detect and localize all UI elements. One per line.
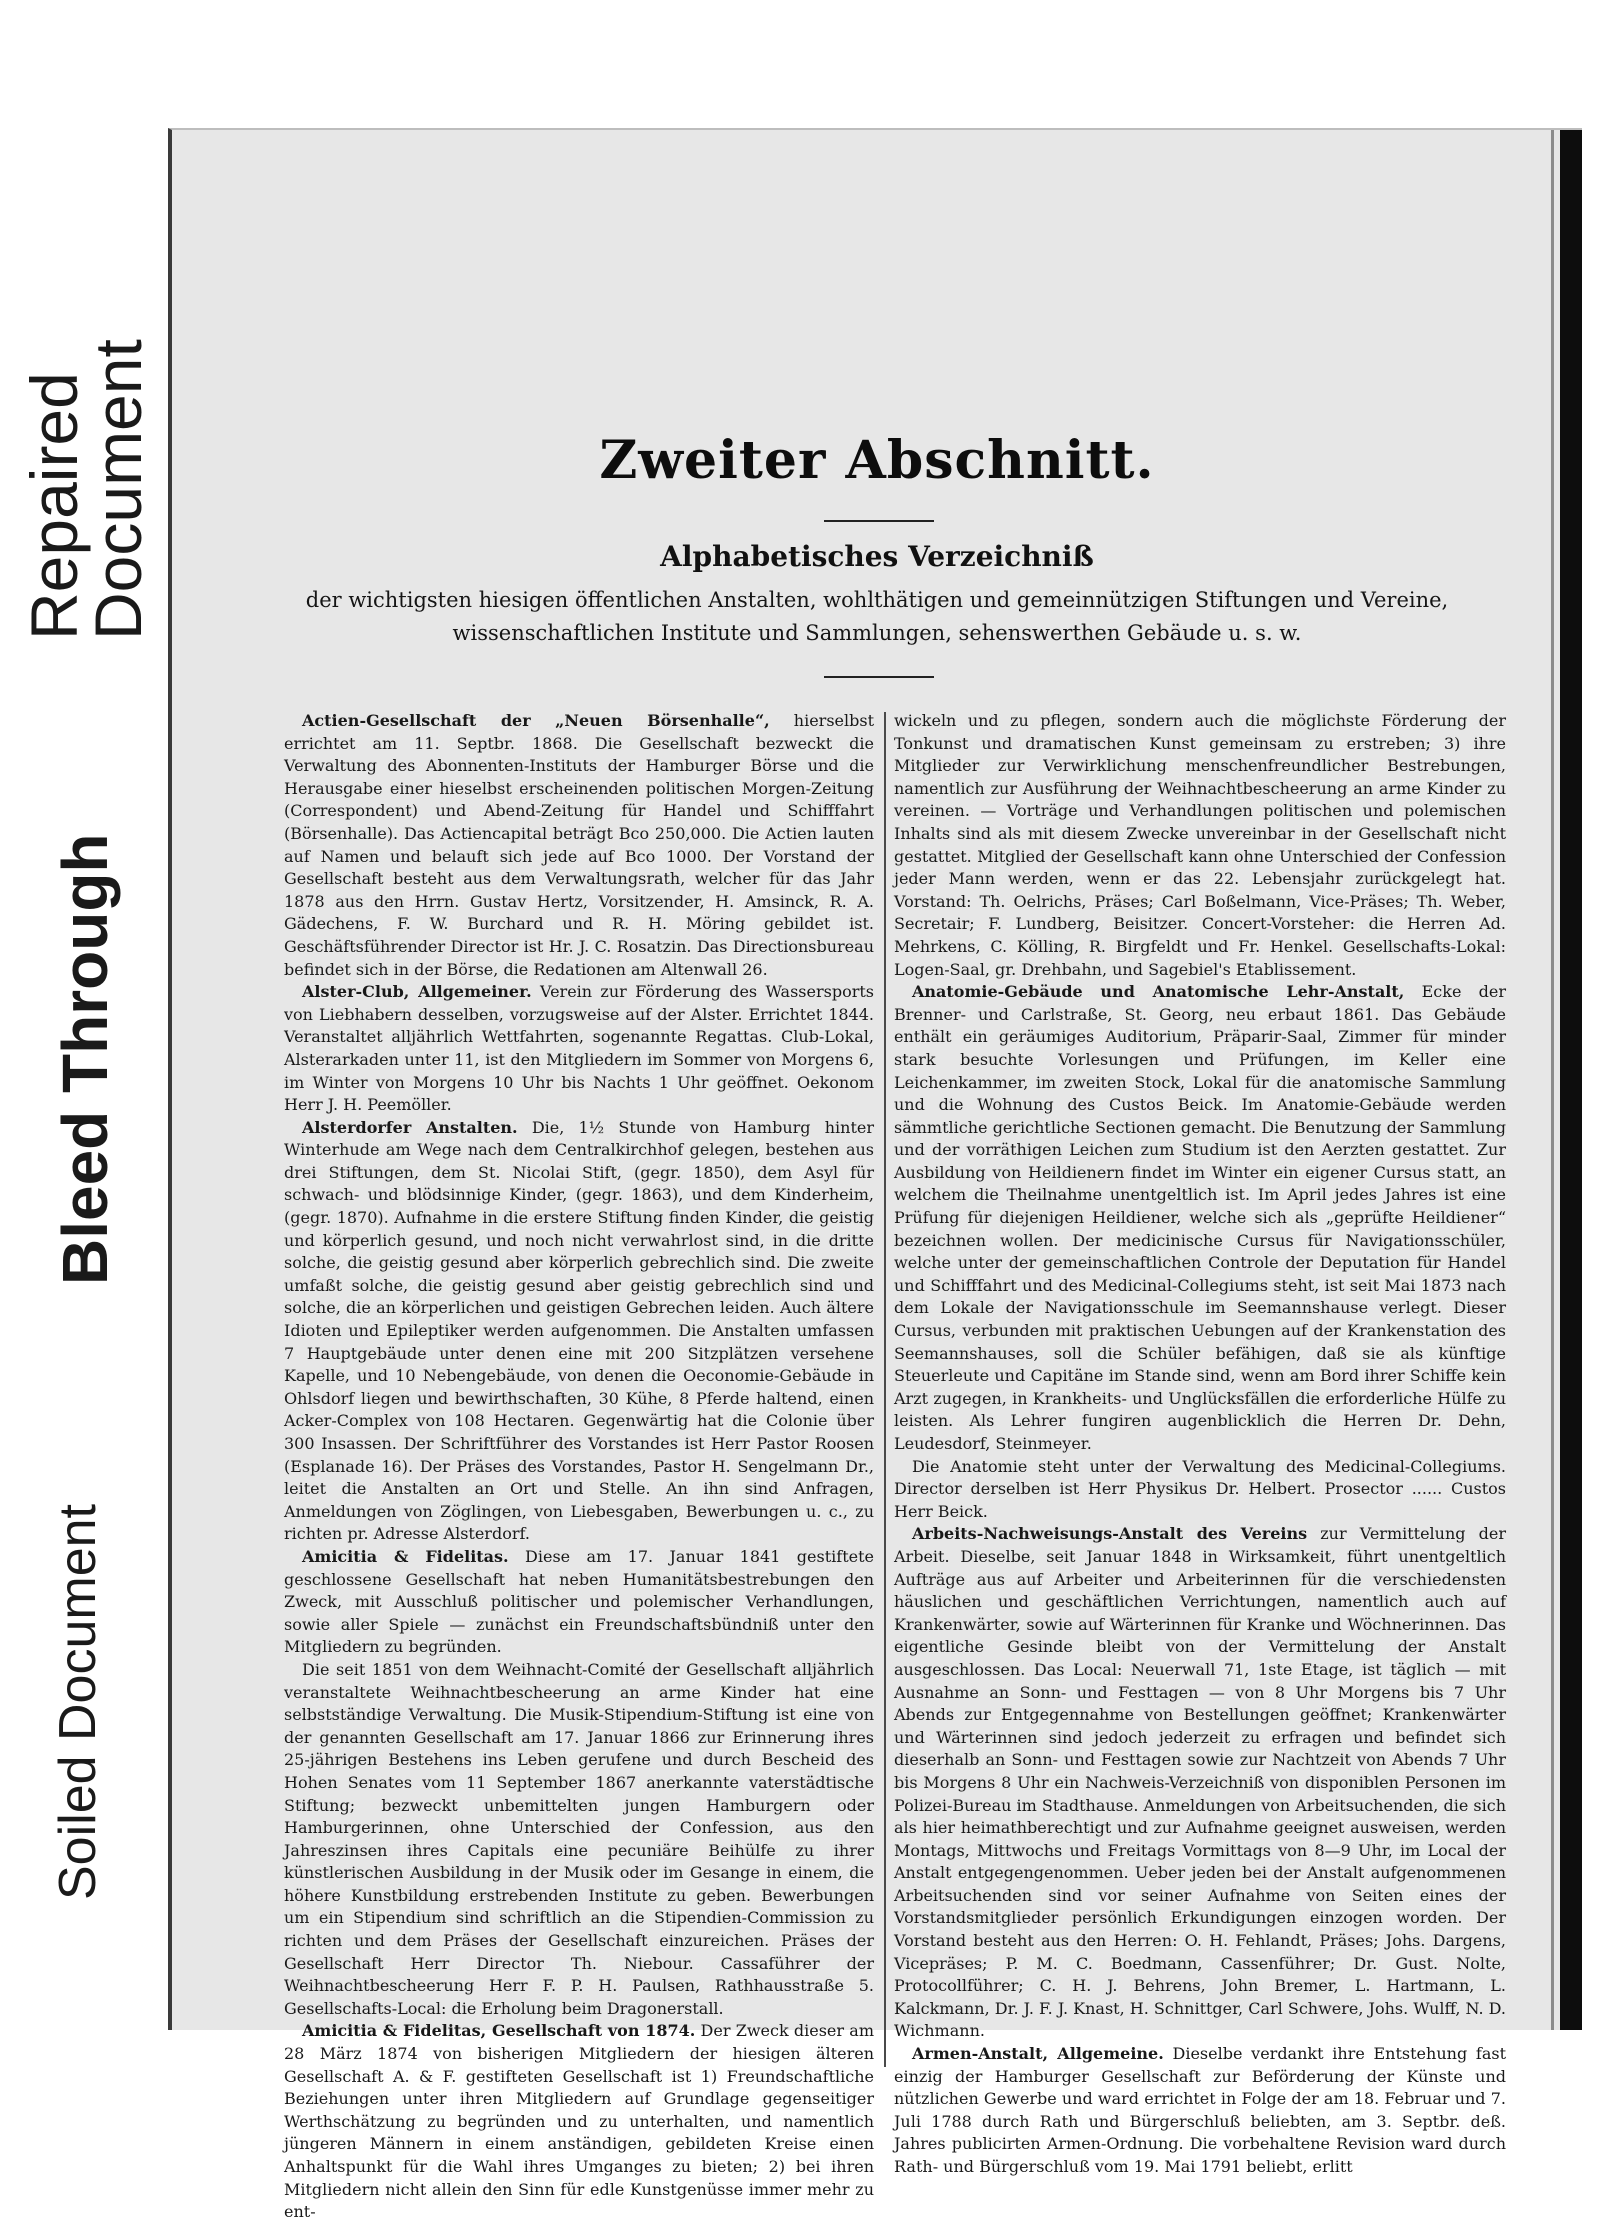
section-subheading: Alphabetisches Verzeichniß (660, 540, 1094, 573)
side-labels (0, 0, 160, 2177)
entry-text: Die seit 1851 von dem Weihnacht-Comité der Gesellschaft alljährlich veranstaltete Weihnachtbescheerung an arme Kinder hat eine selbstständige Verwaltung. Die Musik-Stipendium-Stiftung ist eine von der genannten Gesellschaft am 17. Januar 1866 zur Erinnerung ihres 25-jährigen Bestehens ins Leben gerufene und durch Bescheid des Hohen Senates vom 11 September 1867 anerkannte vaterstädtische Stiftung; bezweckt unbemittelten jungen Hamburgern oder Hamburgerinnen, ohne Unterschied der Confession, aus den Jahreszinsen ihres Capitals eine pecuniäre Beihülfe zu ihrer künstlerischen Ausbildung in der Musik oder im Gesange in einem, die höhere Kunstbildung erstrebenden Institute zu geben. Bewerbungen um ein Stipendium sind schriftlich an die Stipendien-Commission zu richten und dem Präses der Gesellschaft einzureichen. Präses der Gesellschaft Herr Director Th. Niebour. Cassaführer der Weihnachtbescheerung Herr F. P. H. Paulsen, Rathhausstraße 5. Gesellschafts-Local: die Erholung beim Dragonerstall. (284, 1659, 874, 2018)
entry (284, 1659, 874, 2021)
repaired-document-label (17, 339, 155, 640)
repaired-line2: Document (81, 339, 155, 640)
entry (284, 981, 874, 1117)
entry (284, 710, 874, 981)
section-intro: der wichtigsten hiesigen öffentlichen Anstalten, wohlthätigen und gemeinnützigen Stiftungen und Vereine, wissenschaftlichen Institute und Sammlungen, sehenswerthen Gebäude u. s. w. (305, 588, 1449, 645)
page-edge-line (1551, 130, 1554, 2030)
entry-text: wickeln und zu pflegen, sondern auch die möglichste Förderung der Tonkunst und dramatischen Kunst gemeinsam zu erstreben; 3) ihre Mitglieder zur Verwirklichung menschenfreundlicher Bestrebungen, namentlich zur Ausführung der Weihnachtbescheerung an arme Kinder zu vereinen. — Vorträge und Verhandlungen politischen und polemischen Inhalts sind als mit diesem Zwecke unvereinbar in der Gesellschaft nicht gestattet. Mitglied der Gesellschaft kann ohne Unterschied der Confession jeder Mann werden, wenn er das 22. Lebensjahr zurückgelegt hat. Vorstand: Th. Oelrichs, Präses; Carl Boßelmann, Vice-Präses; Th. Weber, Secretair; F. Lundberg, Beisitzer. Concert-Vorsteher: die Herren Ad. Mehrkens, C. Kölling, R. Birgfeldt und Fr. Henkel. Gesellschafts-Lokal: Logen-Saal, gr. Drehbahn, und Sagebiel's Etablissement. (894, 711, 1506, 979)
entry-text: zur Vermittelung der Arbeit. Dieselbe, seit Januar 1848 in Wirksamkeit, führt unentgeltlich Aufträge aus auf Arbeiter und Arbeiterinnen für die verschiedensten häuslichen und geschäftlichen Verrichtungen, namentlich auch auf Krankenwärter, sowie auf Wärterinnen für Kranke und Wöchnerinnen. Das eigentliche Gesinde bleibt von der Vermittelung der Anstalt ausgeschlossen. Das Local: Neuerwall 71, 1ste Etage, ist täglich — mit Ausnahme an Sonn- und Festtagen — von 8 Uhr Morgens bis 7 Uhr Abends zur Entgegennahme von Bestellungen geöffnet; Krankenwärter und Wärterinnen sind jedoch jederzeit zu erfragen und befindet sich dieserhalb an Sonn- und Festtagen sowie zur Nachtzeit von Abends 7 Uhr bis Morgens 8 Uhr ein Nachweis-Verzeichniß von disponiblen Personen im Polizei-Bureau im Stadthause. Anmeldungen von Arbeitsuchenden, die sich als hier heimathberechtigt und zur Aufnahme geeignet ausweisen, werden Montags, Mittwochs und Freitags Vormittags von 8—9 Uhr, im Local der Anstalt entgegengenommen. Ueber jeden bei der Anstalt aufgenommenen Arbeitsuchenden sind vor seiner Aufnahme von Seiten eines der Vorstandsmitglieder persönlich Erkundigungen einzogen worden. Der Vorstand besteht aus den Herren: O. H. Fehlandt, Präses; Johs. Dargens, Vicepräses; P. M. C. Boedmann, Cassenführer; Dr. Gust. Nolte, Protocollführer; C. H. J. Behrens, John Bremer, L. Hartmann, L. Kalckmann, Dr. J. F. J. Knast, H. Schnittger, Carl Schwere, Johs. Wulff, N. D. Wichmann. (894, 1524, 1506, 2041)
page-edge-shadow (1560, 130, 1582, 2030)
bleed-through-label: Bleed Through (49, 833, 121, 1285)
entry-title: Actien-Gesellschaft der „Neuen Börsenhalle“, (302, 711, 770, 730)
entry-text: Dieselbe verdankt ihre Entstehung fast einzig der Hamburger Gesellschaft zur Beförderung der Künste und nützlichen Gewerbe und ward errichtet in Folge der am 18. Februar und 7. Juli 1788 durch Rath und Bürgerschluß beliebten, am 3. Septbr. deß. Jahres publicirten Armen-Ordnung. Die vorbehaltene Revision ward durch Rath- und Bürgerschluß vom 19. Mai 1791 beliebt, erlitt (894, 2044, 1506, 2176)
entry-text: Die, 1½ Stunde von Hamburg hinter Winterhude am Wege nach dem Centralkirchhof gelegen, bestehen aus drei Stiftungen, dem St. Nicolai Stift, (gegr. 1850), dem Asyl für schwach- und blödsinnige Kinder, (gegr. 1863), und dem Kinderheim, (gegr. 1870). Aufnahme in die erstere Stiftung finden Kinder, die geistig und körperlich gesund, und noch nicht verwahrlost sind, in die dritte solche, die geistig gesund aber körperlich gebrechlich sind. Die zweite umfaßt solche, die geistig gesund aber geistig gebrechlich sind und solche, die an körperlichen und geistigen Gebrechen leiden. Auch ältere Idioten und Epileptiker werden aufgenommen. Die Anstalten umfassen 7 Hauptgebäude unter denen eine mit 200 Sitzplätzen versehene Kapelle, und 10 Nebengebäude, von denen die Oeconomie-Gebäude in Ohlsdorf liegen und bewirthschaften, 30 Kühe, 8 Pferde haltend, einen Acker-Complex von 108 Hectaren. Gegenwärtig hat die Colonie über 300 Insassen. Der Schriftführer des Vorstandes ist Herr Pastor Roosen (Esplanade 16). Der Präses des Vorstandes, Pastor H. Sengelmann Dr., leitet die Anstalten an Ort und Stelle. An ihn sind Anfragen, Anmeldungen von Zöglingen, von Liebesgaben, Bewerbungen u. c., zu richten pr. Adresse Alsterdorf. (284, 1117, 874, 1544)
entry-text: hierselbst errichtet am 11. Septbr. 1868. Die Gesellschaft bezweckt die Verwaltung des Abonnenten-Instituts der Hamburger Börse und die Herausgabe einer hieselbst erscheinenden politischen Morgen-Zeitung (Correspondent) und Abend-Zeitung für Handel und Schifffahrt (Börsenhalle). Das Actiencapital beträgt Bco 250,000. Die Actien lauten auf Namen und belauft sich jede auf Bco 1000. Der Vorstand der Gesellschaft besteht aus dem Verwaltungsrath, welcher für das Jahr 1878 aus den Hrrn. Gustav Hertz, Vorsitzender, H. Amsinck, R. A. Gädechens, F. W. Burchard und R. H. Möring gebildet ist. Geschäftsführender Director ist Hr. J. C. Rosatzin. Das Directionsbureau befindet sich in der Börse, die Redationen am Altenwall 26. (284, 711, 874, 979)
entry-text: Verein zur Förderung des Wassersports von Liebhabern desselben, vorzugsweise auf der Alster. Errichtet 1844. Veranstaltet alljährlich Wettfahrten, sogenannte Regattas. Club-Lokal, Alsterarkaden unter 11, ist den Mitgliedern im Sommer von Morgens 6, im Winter von Morgens 10 Uhr bis Nachts 1 Uhr geöffnet. Oekonom Herr J. H. Peemöller. (284, 982, 874, 1115)
right-column (894, 710, 1506, 2179)
entry-title: Anatomie-Gebäude und Anatomische Lehr-Anstalt, (912, 982, 1405, 1002)
entry-text: Die Anatomie steht unter der Verwaltung des Medicinal-Collegiums. Director derselben ist Herr Physikus Dr. Helbert. Prosector ...... Custos Herr Beick. (894, 1456, 1506, 1521)
entry-title: Alster-Club, Allgemeiner. (302, 982, 532, 1002)
entry (894, 710, 1506, 981)
entry (284, 1546, 874, 1659)
entry (894, 1523, 1506, 2043)
entry-title: Amicitia & Fidelitas, Gesellschaft von 1874. (302, 2021, 696, 2041)
entry (284, 2020, 874, 2223)
repaired-line1: Repaired (17, 372, 91, 640)
entry-title: Amicitia & Fidelitas. (302, 1546, 509, 1566)
entry-text: Ecke der Brenner- und Carlstraße, St. Georg, neu erbaut 1861. Das Gebäude enthält ein geräumiges Auditorium, Präparir-Saal, Zimmer für minder stark besuchte Vorlesungen und Prüfungen, im Keller eine Leichenkammer, im zweiten Stock, Lokal für die anatomische Sammlung und die Wohnung des Custos Beick. Im Anatomie-Gebäude werden sämmtliche gerichtliche Sectionen gemacht. Die Benutzung der Sammlung und der vorräthigen Leichen zum Studium ist den Aerzten gestattet. Zur Ausbildung von Heildienern findet im Winter ein eigener Cursus statt, an welchem die Theilnahme unentgeltlich ist. Im April jedes Jahres ist eine Prüfung für diejenigen Heildiener, welche sich als „geprüfte Heildiener“ bezeichnen wollen. Der medicinische Cursus für Navigationsschüler, welche unter der gemeinschaftlichen Controle der Deputation für Handel und Schifffahrt und des Medicinal-Collegiums steht, ist seit Mai 1873 nach dem Lokale der Navigationsschule im Seemannshause verlegt. Dieser Cursus, verbunden mit praktischen Uebungen auf der Krankenstation des Seemannshauses, soll die Schüler befähigen, daß sie als künftige Steuerleute und Capitäne im Stande sind, wenn am Bord ihrer Schiffe kein Arzt zugegen, in Krankheits- und Unglücksfällen die erforderliche Hülfe zu leisten. Als Lehrer fungiren augenblicklich die Herren Dr. Dehn, Leudesdorf, Steinmeyer. (894, 982, 1507, 1453)
entry-text: Diese am 17. Januar 1841 gestiftete geschlossene Gesellschaft hat neben Humanitätsbestrebungen den Zweck, mit Ausschluß politischer und polemischer Verhandlungen, sowie aller Spiele — zunächst ein Freundschaftsbündniß unter den Mitgliedern zu begründen. (284, 1546, 874, 1657)
entry-title: Arbeits-Nachweisungs-Anstalt des Vereins (912, 1524, 1308, 1544)
entry-title: Armen-Anstalt, Allgemeine. (912, 2044, 1164, 2064)
entry (284, 1117, 874, 1546)
left-column (284, 710, 874, 2224)
intro-rule (824, 676, 934, 678)
entry (894, 1456, 1506, 1524)
entry (894, 981, 1506, 1455)
soiled-document-label: Soiled Document (49, 1504, 107, 1900)
heading-rule (824, 520, 934, 522)
entry-title: Alsterdorfer Anstalten. (302, 1117, 518, 1137)
scanned-page (168, 128, 1582, 2222)
section-heading: Zweiter Abschnitt. (599, 430, 1155, 491)
entry (894, 2043, 1506, 2179)
column-divider (884, 712, 886, 2067)
entry-text: Der Zweck dieser am 28 März 1874 von bisherigen Mitgliedern der hiesigen älteren Gesellschaft A. & F. gestifteten Gesellschaft ist 1) Freundschaftliche Beziehungen unter ihren Mitgliedern auf Grundlage gegenseitiger Werthschätzung zu begründen und zu unterhalten, und namentlich jüngeren Männern in einem anständigen, gebildeten Kreise einen Anhaltspunkt für die Wahl ihres Umganges zu bieten; 2) bei ihren Mitgliedern nicht allein den Sinn für edle Kunstgenüsse immer mehr zu ent- (284, 2021, 874, 2222)
